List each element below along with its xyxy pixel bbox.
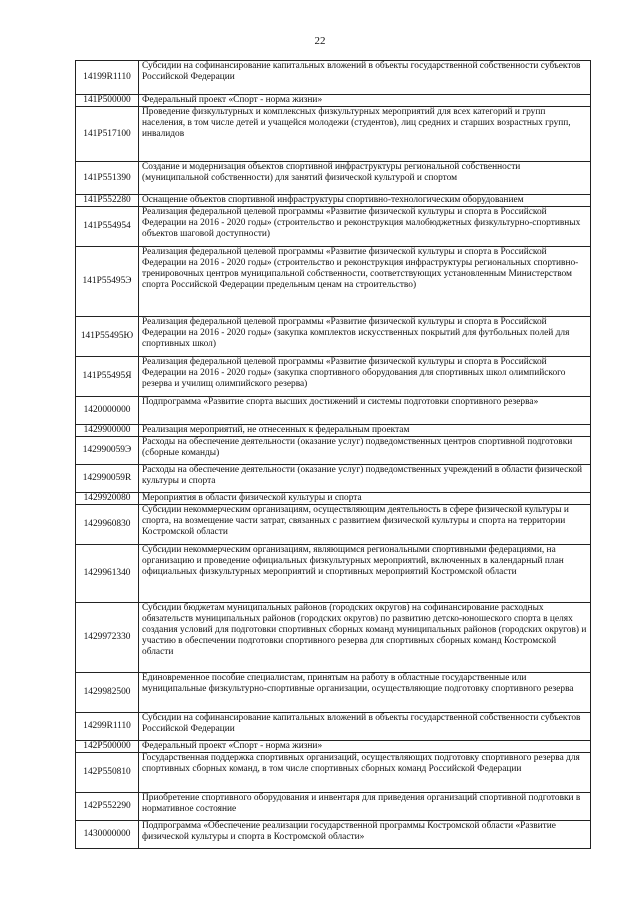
table-row [76, 207, 591, 247]
row-description: Создание и модернизация объектов спортивной инфраструктуры региональной собственности (муниципальной собственности) для занятий физической культурой и спортом [139, 162, 591, 195]
table-row [76, 437, 591, 465]
table-row [76, 465, 591, 493]
row-code: 1429920080 [76, 493, 139, 505]
table-row [76, 317, 591, 357]
row-description: Мероприятия в области физической культуры и спорта [139, 493, 591, 505]
table-row [76, 821, 591, 849]
table-row [76, 162, 591, 195]
row-code: 14199R1110 [76, 61, 139, 95]
table-row [76, 357, 591, 397]
page-number: 22 [314, 35, 326, 47]
row-code: 1429961340 [76, 545, 139, 603]
row-description: Федеральный проект «Спорт - норма жизни» [139, 741, 591, 753]
row-code: 141P554954 [76, 207, 139, 247]
row-description: Проведение физкультурных и комплексных физкультурных мероприятий для всех категорий и групп населения, в том числе детей и учащейся молодежи (студентов), лиц средних и старших возрастных групп, инвалидов [139, 107, 591, 162]
row-code: 1430000000 [76, 821, 139, 849]
table-row [76, 713, 591, 741]
row-description: Подпрограмма «Развитие спорта высших достижений и системы подготовки спортивного резерва» [139, 397, 591, 425]
row-code: 141P500000 [76, 95, 139, 107]
row-code: 142P500000 [76, 741, 139, 753]
table-row [76, 793, 591, 821]
row-code: 142P552290 [76, 793, 139, 821]
budget-classification-table [75, 60, 591, 849]
row-code: 1429900000 [76, 425, 139, 437]
table-row [76, 397, 591, 425]
row-code: 1429972330 [76, 603, 139, 673]
row-code: 141P551390 [76, 162, 139, 195]
row-code: 14299R1110 [76, 713, 139, 741]
table-row [76, 61, 591, 95]
row-description: Субсидии некоммерческим организациям, являющимся региональными спортивными федерациями, на организацию и проведение официальных физкультурных мероприятий, включенных в календарный план официальных физкультурных мероприятий и спортивных мероприятий Костромской области [139, 545, 591, 603]
row-code: 141P55495Ю [76, 317, 139, 357]
row-code: 142990059R [76, 465, 139, 493]
row-description: Единовременное пособие специалистам, принятым на работу в областные государственные или муниципальные физкультурно-спортивные организации, осуществляющие подготовку спортивного резерва [139, 673, 591, 713]
row-description: Федеральный проект «Спорт - норма жизни» [139, 95, 591, 107]
table-row [76, 673, 591, 713]
row-code: 1429960830 [76, 505, 139, 545]
row-description: Реализация федеральной целевой программы «Развитие физической культуры и спорта в Российской Федерации на 2016 - 2020 годы» (закупка комплектов искусственных покрытий для футбольных полей для спортивных школ) [139, 317, 591, 357]
row-code: 1420000000 [76, 397, 139, 425]
row-description: Расходы на обеспечение деятельности (оказание услуг) подведомственных центров спортивной подготовки (сборные команды) [139, 437, 591, 465]
table-row [76, 195, 591, 207]
table-row [76, 603, 591, 673]
row-code: 142P550810 [76, 753, 139, 793]
row-code: 142990059Э [76, 437, 139, 465]
table-row [76, 107, 591, 162]
row-description: Подпрограмма «Обеспечение реализации государственной программы Костромской области «Развитие физической культуры и спорта в Костромской области» [139, 821, 591, 849]
row-code: 141P55495Я [76, 357, 139, 397]
row-description: Субсидии некоммерческим организациям, осуществляющим деятельность в сфере физической культуры и спорта, на возмещение части затрат, связанных с развитием физической культуры и спорта на территории Костромской области [139, 505, 591, 545]
row-description: Расходы на обеспечение деятельности (оказание услуг) подведомственных учреждений в области физической культуры и спорта [139, 465, 591, 493]
table-row [76, 95, 591, 107]
row-code: 141P55495Э [76, 247, 139, 317]
row-description: Субсидии на софинансирование капитальных вложений в объекты государственной собственности субъектов Российской Федерации [139, 713, 591, 741]
row-description: Приобретение спортивного оборудования и инвентаря для приведения организаций спортивной подготовки в нормативное состояние [139, 793, 591, 821]
table-row [76, 753, 591, 793]
table-row [76, 545, 591, 603]
row-description: Оснащение объектов спортивной инфраструктуры спортивно-технологическим оборудованием [139, 195, 591, 207]
table-row [76, 505, 591, 545]
row-description: Государственная поддержка спортивных организаций, осуществляющих подготовку спортивного резерва для спортивных сборных команд, в том числе спортивных сборных команд Российской Федерации [139, 753, 591, 793]
row-description: Реализация федеральной целевой программы «Развитие физической культуры и спорта в Российской Федерации на 2016 - 2020 годы» (закупка спортивного оборудования для спортивных школ олимпийского резерва и училищ олимпийского резерва) [139, 357, 591, 397]
row-description: Субсидии на софинансирование капитальных вложений в объекты государственной собственности субъектов Российской Федерации [139, 61, 591, 95]
row-description: Реализация мероприятий, не отнесенных к федеральным проектам [139, 425, 591, 437]
table-row [76, 425, 591, 437]
row-description: Реализация федеральной целевой программы «Развитие физической культуры и спорта в Российской Федерации на 2016 - 2020 годы» (строительство и реконструкция малобюджетных физкультурно-спортивных объектов шаговой доступности) [139, 207, 591, 247]
row-code: 141P517100 [76, 107, 139, 162]
table-row [76, 741, 591, 753]
table-row [76, 493, 591, 505]
row-code: 141P552280 [76, 195, 139, 207]
table-row [76, 247, 591, 317]
row-description: Субсидии бюджетам муниципальных районов (городских округов) на софинансирование расходных обязательств муниципальных районов (городских округов) по развитию детско-юношеского спорта в целях создания условий для подготовки спортивных сборных команд муниципальных районов (городских округов) и участию в обеспечении подготовки спортивного резерва для спортивных сборных команд Костромской области [139, 603, 591, 673]
row-code: 1429982500 [76, 673, 139, 713]
row-description: Реализация федеральной целевой программы «Развитие физической культуры и спорта в Российской Федерации на 2016 - 2020 годы» (строительство и реконструкция инфраструктуры региональных спортивно-тренировочных центров муниципальной собственности, соответствующих установленным Министерством спорта Российской Федерации предельным ценам на строительство) [139, 247, 591, 317]
